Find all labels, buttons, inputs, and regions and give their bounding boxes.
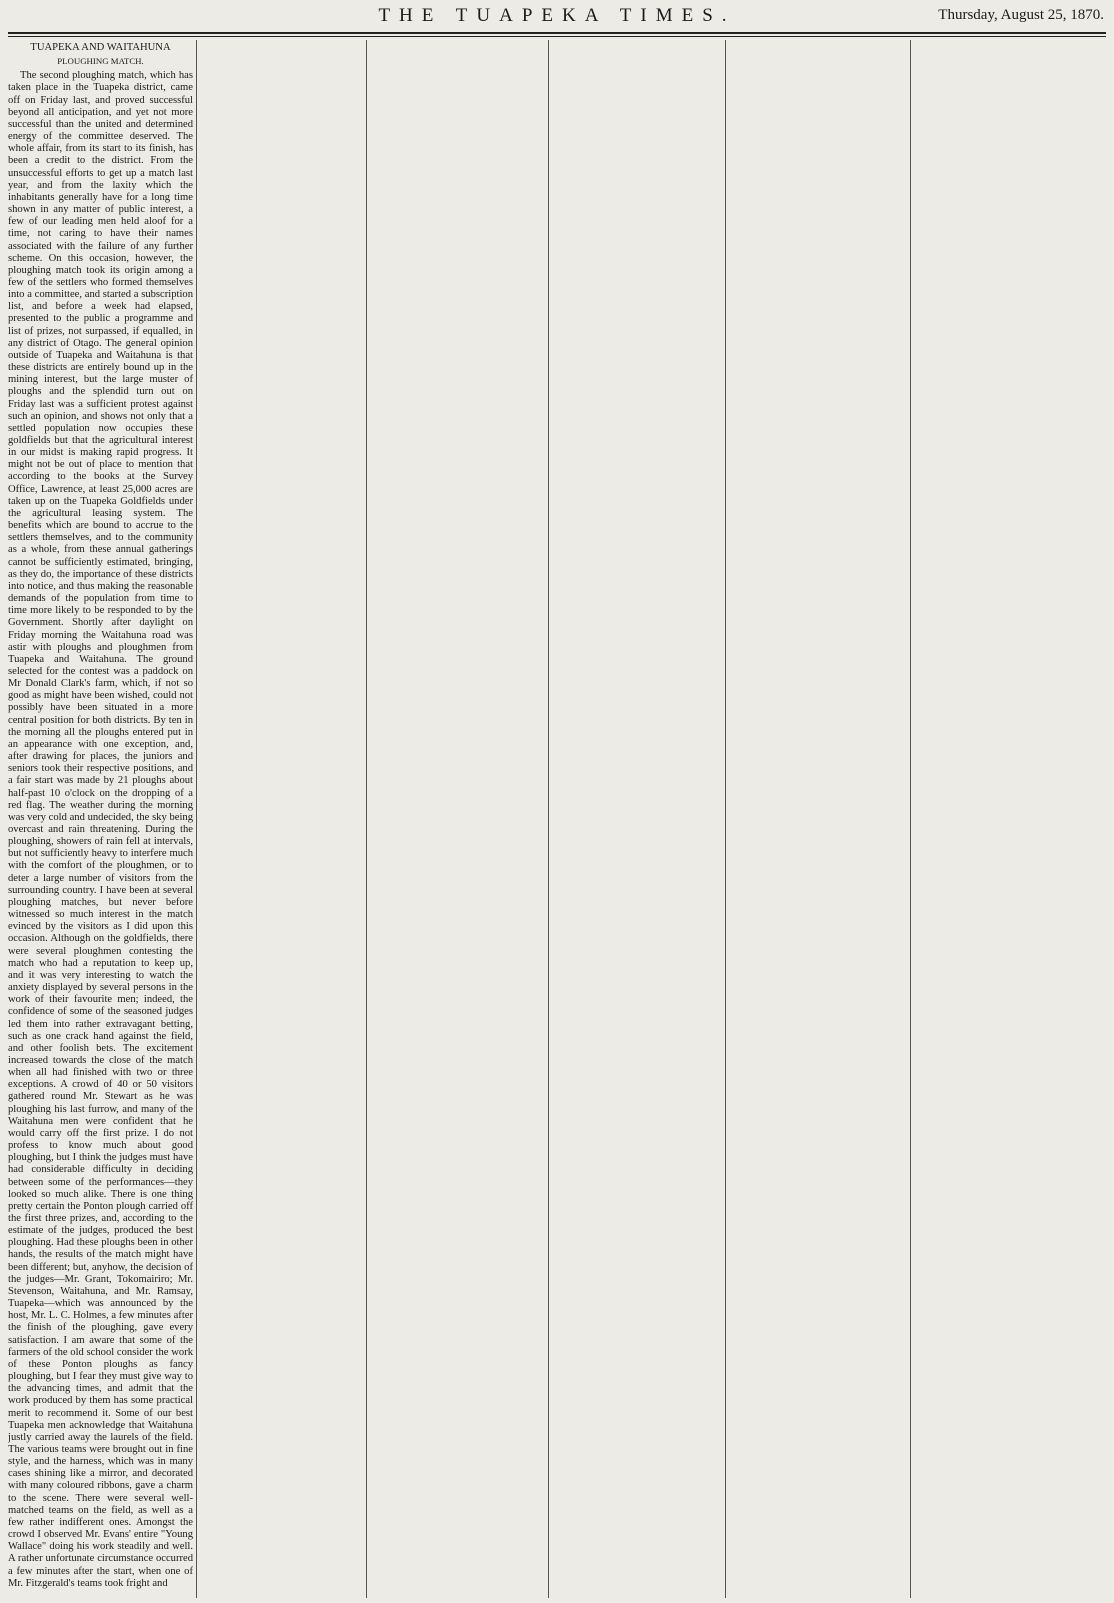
- masthead-rule: [8, 32, 1106, 34]
- column-2: [199, 40, 363, 1598]
- column-divider: [910, 40, 911, 1598]
- article-heading-ploughing: TUAPEKA AND WAITAHUNA: [30, 42, 171, 53]
- column-divider: [196, 40, 197, 1598]
- newspaper-title: THE TUAPEKA TIMES.: [378, 5, 736, 26]
- article-subheading-ploughing: PLOUGHING MATCH.: [57, 56, 144, 67]
- column-5: [728, 40, 908, 1598]
- issue-date: Thursday, August 25, 1870.: [938, 7, 1104, 23]
- column-1: [8, 40, 193, 1598]
- column-divider: [548, 40, 549, 1598]
- column-4: [552, 40, 722, 1598]
- column-divider: [725, 40, 726, 1598]
- masthead-rule-thin: [8, 36, 1106, 37]
- masthead: [0, 0, 1114, 30]
- column-divider: [366, 40, 367, 1598]
- column-3: [369, 40, 544, 1598]
- column-6: [912, 40, 1102, 1598]
- article-paragraph: The second ploughing match, which has taken place in the Tuapeka district, came off on Friday last, and proved successful beyond all anticipation, and yet not more successful than the united and determined energy of the committee deserved. The whole affair, from its start to its finish, has been a credit to the district. From the unsuccessful efforts to get up a match last year, and from the laxity which the inhabitants generally have for a long time shown in any matter of public interest, a few of our leading men held aloof for a time, not caring to have their names associated with the failure of any further scheme. On this occasion, however, the ploughing match took its origin among a few of the settlers who formed themselves into a committee, and started a subscription list, and before a week had elapsed, presented to the public a programme and list of prizes, not surpassed, if equalled, in any district of Otago. The general opinion outside of Tuapeka and Waitahuna is that these districts are entirely bound up in the mining interest, but the large muster of ploughs and the splendid turn out on Friday last was a sufficient protest against such an opinion, and shows not only that a settled population now occupies these goldfields but that the agricultural interest in our midst is making rapid progress. It might not be out of place to mention that according to the books at the Survey Office, Lawrence, at least 25,000 acres are taken up on the Tuapeka Goldfields under the agricultural leasing system. The benefits which are bound to accrue to the settlers themselves, and to the community as a whole, from these annual gatherings cannot be sufficiently estimated, bringing, as they do, the importance of these districts into notice, and thus making the reasonable demands of the population from time to time more likely to be responded to by the Government. Shortly after daylight on Friday morning the Waitahuna road was astir with ploughs and ploughmen from Tuapeka and Waitahuna. The ground selected for the contest was a paddock on Mr Donald Clark's farm, which, if not so good as might have been wished, could not possibly have been situated in a more central position for both districts. By ten in the morning all the ploughs entered put in an appearance with one exception, and, after drawing for places, the juniors and seniors took their respective positions, and a fair start was made by 21 ploughs about half-past 10 o'clock on the dropping of a red flag. The weather during the morning was very cold and undecided, the sky being overcast and rain threatening. During the ploughing, showers of rain fell at intervals, but not sufficiently heavy to interfere much with the comfort of the ploughmen, or to deter a large number of visitors from the surrounding country. I have been at several ploughing matches, but never before witnessed so much interest in the match evinced by the visitors as I did upon this occasion. Although on the goldfields, there were several ploughmen contesting the match who had a reputation to keep up, and it was very interesting to watch the anxiety displayed by several persons in the work of their favourite men; indeed, the confidence of some of the seasoned judges led them into rather extravagant betting, such as one crack hand against the field, and other foolish bets. The excitement increased towards the close of the match when all had finished with two or three exceptions. A crowd of 40 or 50 visitors gathered round Mr. Stewart as he was ploughing his last furrow, and many of the Waitahuna men were confident that he would carry off the first prize. I do not profess to know much about good ploughing, but I think the judges must have had considerable difficulty in deciding between some of the performances—they looked so much alike. There is one thing pretty certain the Ponton plough carried off the first three prizes, and, according to the estimate of the judges, produced the best ploughing. Had these ploughs been in other hands, the results of the match might have been different; but, anyhow, the decision of the judges—Mr. Grant, Tokomairiro; Mr. Stevenson, Waitahuna, and Mr. Ramsay, Tuapeka—which was announced by the host, Mr. L. C. Holmes, a few minutes after the finish of the ploughing, gave every satisfaction. I am aware that some of the farmers of the old school consider the work of these Ponton ploughs as fancy ploughing, but I fear they must give way to the advancing times, and admit that the work produced by them has some practical merit to recommend it. Some of our best Tuapeka men acknowledge that Waitahuna justly carried away the laurels of the field. The various teams were brought out in fine style, and the harness, which was in many cases shining like a mirror, and decorated with many coloured ribbons, gave a charm to the scene. There were several well-matched teams on the field, as well as a few rather indifferent ones. Amongst the crowd I observed Mr. Evans' entire "Young Wallace" doing his work steadily and well. A rather unfortunate circumstance occurred a few minutes after the start, when one of Mr. Fitzgerald's teams took fright and: [8, 70, 193, 1589]
